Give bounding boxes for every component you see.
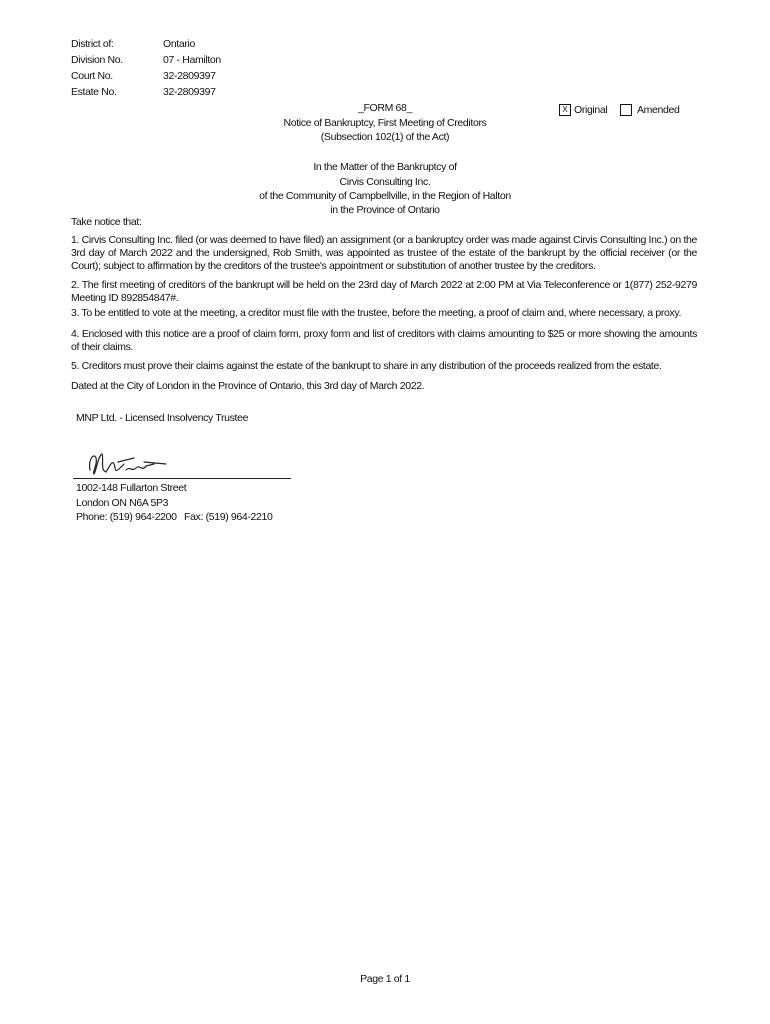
trustee-address-2: London ON N6A 5P3 xyxy=(76,497,169,509)
original-label: Original xyxy=(574,104,608,116)
original-checkbox[interactable]: X xyxy=(559,104,571,116)
intro-text: Take notice that: xyxy=(71,216,142,228)
page-number: Page 1 of 1 xyxy=(360,973,410,985)
paragraph-3: 3. To be entitled to vote at the meeting, a creditor must file with the trustee, before the meeting, a proof of claim and, where necessary, a proxy. xyxy=(71,307,682,319)
estate-value: 32-2809397 xyxy=(163,86,216,98)
estate-label: Estate No. xyxy=(71,86,117,98)
trustee-fax: Fax: (519) 964-2210 xyxy=(184,511,273,523)
amended-label: Amended xyxy=(637,104,680,116)
trustee-name: MNP Ltd. - Licensed Insolvency Trustee xyxy=(76,412,249,424)
matter-line-3: of the Community of Campbellville, in the Region of Halton xyxy=(259,190,511,202)
signature-image xyxy=(86,450,176,480)
court-value: 32-2809397 xyxy=(163,70,216,82)
paragraph-1: 1. Cirvis Consulting Inc. filed (or was deemed to have filed) an assignment (or a bankruptcy order was made against Cirvis Consulting Inc.) on the 3rd day of March 2022 and the undersigned, Rob Smith, was appointed as trustee of the estate of the bankrupt by the official receiver (or the Court); subject to affirmation by the creditors of the trustee's appointment or substitution of another trustee by the creditors. xyxy=(71,234,697,272)
paragraph-5: 5. Creditors must prove their claims against the estate of the bankrupt to share in any distribution of the proceeds realized from the estate. xyxy=(71,360,662,372)
form-title: Notice of Bankruptcy, First Meeting of Creditors xyxy=(283,117,487,129)
amended-checkbox[interactable] xyxy=(620,104,632,116)
trustee-address-1: 1002-148 Fullarton Street xyxy=(76,482,187,494)
court-label: Court No. xyxy=(71,70,113,82)
form-code: _FORM 68_ xyxy=(357,102,413,114)
paragraph-2: 2. The first meeting of creditors of the bankrupt will be held on the 23rd day of March 2022 at 2:00 PM at Via Teleconference or 1(877) 252-9279 Meeting ID 892854847#. xyxy=(71,279,697,304)
division-label: Division No. xyxy=(71,54,123,66)
matter-line-2: Cirvis Consulting Inc. xyxy=(339,176,431,188)
form-subsection: (Subsection 102(1) of the Act) xyxy=(320,131,450,143)
district-value: Ontario xyxy=(163,38,195,50)
matter-line-1: In the Matter of the Bankruptcy of xyxy=(313,161,457,173)
district-label: District of: xyxy=(71,38,114,50)
paragraph-4: 4. Enclosed with this notice are a proof of claim form, proxy form and list of creditors with claims amounting to $25 or more showing the amounts of their claims. xyxy=(71,328,697,353)
matter-line-4: in the Province of Ontario xyxy=(330,204,440,216)
dated-line: Dated at the City of London in the Province of Ontario, this 3rd day of March 2022. xyxy=(71,380,425,392)
signature-line xyxy=(73,478,291,479)
division-value: 07 - Hamilton xyxy=(163,54,221,66)
trustee-phone: Phone: (519) 964-2200 xyxy=(76,511,177,523)
